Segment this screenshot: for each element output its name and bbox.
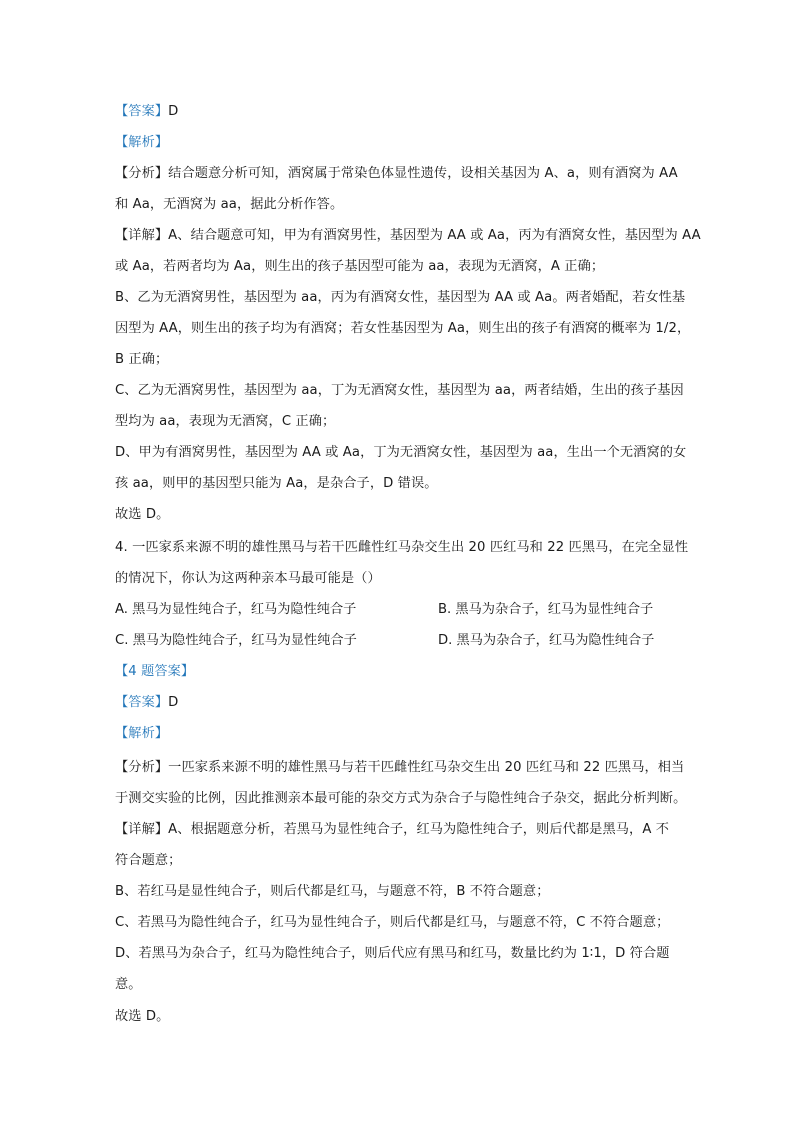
fenxi-line-1 bbox=[115, 165, 705, 183]
option-d: D. 黑马为杂合子，红马为隐性纯合子 bbox=[438, 633, 655, 648]
xiangjie-line-a2: 或 Aa，若两者均为 Aa，则生出的孩子基因型可能为 aa，表现为无酒窝，A 正确； bbox=[115, 259, 605, 274]
xiangjie-label-4: 【详解】 bbox=[115, 822, 169, 837]
question-4-stem-2: 的情况下，你认为这两种亲本马最可能是（） bbox=[115, 571, 381, 586]
question-4-stem-1: 4. 一匹家系来源不明的雄性黑马与若干匹雌性红马杂交生出 20 匹红马和 22 匹黑马，在完全显性 bbox=[115, 540, 689, 555]
conclusion-4: 故选 D。 bbox=[115, 1009, 170, 1024]
answer-line-4 bbox=[115, 694, 705, 712]
option-a: A. 黑马为显性纯合子，红马为隐性纯合子 bbox=[115, 602, 357, 617]
answer-heading-4: 【4 题答案】 bbox=[115, 664, 195, 679]
answer-tag-4: 【答案】 bbox=[115, 695, 169, 710]
xiangjie-line-c2: 型均为 aa，表现为无酒窝，C 正确； bbox=[115, 414, 336, 429]
xiangjie-line-d1: D、甲为有酒窝男性，基因型为 AA 或 Aa，丁为无酒窝女性，基因型为 aa，生出一个无酒窝的女 bbox=[115, 445, 687, 460]
fenxi-4-line-1 bbox=[115, 759, 705, 777]
xiangjie-4-line-b: B、若红马是显性纯合子，则后代都是红马，与题意不符，B 不符合题意； bbox=[115, 884, 550, 899]
xiangjie-line-b1: B、乙为无酒窝男性，基因型为 aa，丙为有酒窝女性，基因型为 AA 或 Aa。两者婚配，若女性基 bbox=[115, 290, 686, 305]
option-c: C. 黑马为隐性纯合子，红马为显性纯合子 bbox=[115, 633, 357, 648]
fenxi-label-4: 【分析】 bbox=[115, 760, 169, 775]
xiangjie-line-b3: B 正确； bbox=[115, 352, 169, 367]
answer-line bbox=[115, 103, 705, 121]
xiangjie-4-line-d2: 意。 bbox=[115, 977, 142, 992]
xiangjie-line-d2: 孩 aa，则甲的基因型只能为 Aa，是杂合子，D 错误。 bbox=[115, 476, 438, 491]
xiangjie-4-line-a2: 符合题意； bbox=[115, 853, 182, 868]
xiangjie-line-c1: C、乙为无酒窝男性，基因型为 aa，丁为无酒窝女性，基因型为 aa，两者结婚，生出的孩子基因 bbox=[115, 383, 684, 398]
analysis-heading-4: 【解析】 bbox=[115, 726, 169, 741]
fenxi-4-text-1: 一匹家系来源不明的雄性黑马与若干匹雌性红马杂交生出 20 匹红马和 22 匹黑马，相当 bbox=[168, 760, 685, 775]
xiangjie-4-line-c: C、若黑马为隐性纯合子，红马为显性纯合子，则后代都是红马，与题意不符，C 不符合题意； bbox=[115, 915, 670, 930]
option-b: B. 黑马为杂合子，红马为显性纯合子 bbox=[438, 602, 654, 617]
xiangjie-text-a1: A、结合题意可知，甲为有酒窝男性，基因型为 AA 或 Aa，丙为有酒窝女性，基因型为 AA bbox=[168, 228, 701, 243]
conclusion: 故选 D。 bbox=[115, 507, 170, 522]
xiangjie-4-line-d1: D、若黑马为杂合子，红马为隐性纯合子，则后代应有黑马和红马，数量比约为 1∶1，D 符合题 bbox=[115, 946, 670, 961]
answer-value-4: D bbox=[168, 695, 179, 710]
fenxi-line-2: 和 Aa，无酒窝为 aa，据此分析作答。 bbox=[115, 197, 344, 212]
xiangjie-line-a1 bbox=[115, 227, 705, 245]
fenxi-text-1: 结合题意分析可知，酒窝属于常染色体显性遗传，设相关基因为 A、a，则有酒窝为 AA bbox=[168, 166, 678, 181]
fenxi-4-line-2: 于测交实验的比例，因此推测亲本最可能的杂交方式为杂合子与隐性纯合子杂交，据此分析判断。 bbox=[115, 791, 687, 806]
xiangjie-line-b2: 因型为 AA，则生出的孩子均为有酒窝；若女性基因型为 Aa，则生出的孩子有酒窝的概率为 1/2， bbox=[115, 321, 691, 336]
xiangjie-4-text-a1: A、根据题意分析，若黑马为显性纯合子，红马为隐性纯合子，则后代都是黑马，A 不 bbox=[168, 822, 670, 837]
answer-tag: 【答案】 bbox=[115, 104, 169, 119]
answer-value: D bbox=[168, 104, 179, 119]
xiangjie-4-line-a1 bbox=[115, 821, 705, 839]
fenxi-label: 【分析】 bbox=[115, 166, 169, 181]
xiangjie-label: 【详解】 bbox=[115, 228, 169, 243]
analysis-heading: 【解析】 bbox=[115, 135, 169, 150]
